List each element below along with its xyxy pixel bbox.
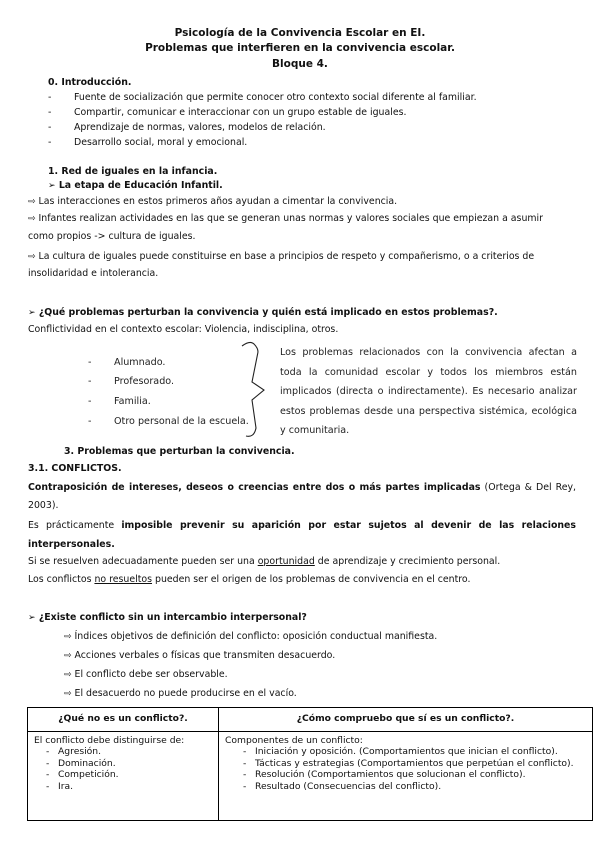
section3-heading: 3. Problemas que perturban la convivencia. xyxy=(64,446,295,457)
cell-list xyxy=(34,746,212,792)
hollow-arrow-icon: ⇨ xyxy=(28,214,36,224)
dash-bullet: - xyxy=(48,122,52,133)
conflict-paragraph: Los conflictos no resueltos pueden ser el origen de los problemas de convivencia en el centro. xyxy=(28,574,471,585)
conflictivity-line: Conflictividad en el contexto escolar: Violencia, indisciplina, otros. xyxy=(28,324,339,335)
question2: ➢ ¿Existe conflicto sin un intercambio interpersonal? xyxy=(28,612,307,623)
list-item: - Ira. xyxy=(46,780,74,792)
conflict-definition: Contraposición de intereses, deseos o creencias entre dos o más partes implicadas (Ortega & Del Rey, 2003). xyxy=(28,482,577,511)
intro-item: - Aprendizaje de normas, valores, modelos de relación. xyxy=(48,122,326,133)
hollow-arrow-icon: ⇨ xyxy=(28,197,36,207)
actor-item: - Otro personal de la escuela. xyxy=(88,416,249,427)
section1-heading: 1. Red de iguales en la infancia. xyxy=(48,166,218,177)
doc-title-line3: Bloque 4. xyxy=(272,58,328,70)
table-header-cell: ¿Qué no es un conflicto?. xyxy=(28,708,219,732)
intro-heading: 0. Introducción. xyxy=(48,77,132,88)
conflict-paragraph: Si se resuelven adecuadamente pueden ser una oportunidad de aprendizaje y crecimiento personal. xyxy=(28,556,501,567)
table-row xyxy=(28,731,593,820)
arrow-bullet-icon: ➢ xyxy=(48,181,56,191)
dash-bullet: - xyxy=(88,396,92,407)
list-item: - Dominación. xyxy=(46,757,116,769)
brace-icon xyxy=(240,338,272,442)
actor-item: - Profesorado. xyxy=(88,376,175,387)
intro-item: - Fuente de socialización que permite conocer otro contexto social diferente al familiar. xyxy=(48,92,477,103)
list-item: - Tácticas y estrategias (Comportamientos que perpetúan el conflicto). xyxy=(243,757,574,769)
section1-bullet: ⇨ Las interacciones en estos primeros años ayudan a cimentar la convivencia. xyxy=(28,196,398,207)
list-item: - Resolución (Comportamientos que solucionan el conflicto). xyxy=(243,769,526,780)
list-item: - Competición. xyxy=(46,769,119,780)
section1-bullet-cont: insolidaridad e intolerancia. xyxy=(28,268,159,279)
dash-bullet: - xyxy=(46,757,50,769)
dash-bullet: - xyxy=(48,137,52,148)
arrow-bullet-icon: ➢ xyxy=(28,613,36,623)
dash-bullet: - xyxy=(48,107,52,118)
section3-sub: 3.1. CONFLICTOS. xyxy=(28,463,122,474)
question1: ➢ ¿Qué problemas perturban la convivencia y quién está implicado en estos problemas?. xyxy=(28,307,498,318)
actors-note: Los problemas relacionados con la convivencia afectan a toda la comunidad escolar y todos los miembros están implicados (directa o indirectamente). Es necesario analizar estos problemas desde una perspectiva sistémica, ecológica y comunitaria. xyxy=(280,347,577,436)
actor-item: - Alumnado. xyxy=(88,357,166,368)
cell-list xyxy=(225,746,586,792)
dash-bullet: - xyxy=(46,746,50,757)
section1-bullet-cont: como propios -> cultura de iguales. xyxy=(28,231,196,242)
hollow-arrow-icon: ⇨ xyxy=(28,252,36,262)
hollow-arrow-icon: ⇨ xyxy=(64,670,72,680)
hollow-arrow-icon: ⇨ xyxy=(64,651,72,661)
section1-subheading: ➢ La etapa de Educación Infantil. xyxy=(48,180,223,191)
dash-bullet: - xyxy=(46,780,50,792)
doc-title-line1: Psicología de la Convivencia Escolar en EI. xyxy=(174,27,426,39)
table-cell xyxy=(219,731,593,820)
cell-intro: El conflicto debe distinguirse de: xyxy=(34,734,185,746)
hollow-arrow-icon: ⇨ xyxy=(64,689,72,699)
intro-item: - Compartir, comunicar e interaccionar con un grupo estable de iguales. xyxy=(48,107,407,118)
dash-bullet: - xyxy=(88,357,92,368)
dash-bullet: - xyxy=(243,780,247,792)
list-item: - Agresión. xyxy=(46,746,102,757)
dash-bullet: - xyxy=(88,416,92,427)
question2-item: ⇨ Índices objetivos de definición del conflicto: oposición conductual manifiesta. xyxy=(64,631,438,642)
question2-item: ⇨ El conflicto debe ser observable. xyxy=(64,669,228,680)
dash-bullet: - xyxy=(243,769,247,780)
dash-bullet: - xyxy=(243,746,247,757)
conflict-table xyxy=(27,707,593,821)
section1-bullet: ⇨ Infantes realizan actividades en las que se generan unas normas y valores sociales que empiezan a asumir xyxy=(28,213,543,224)
section1-bullet: ⇨ La cultura de iguales puede constituirse en base a principios de respeto y compañerismo, o a criterios de xyxy=(28,251,535,262)
actor-item: - Familia. xyxy=(88,396,151,407)
dash-bullet: - xyxy=(88,376,92,387)
list-item: - Iniciación y oposición. (Comportamientos que inician el conflicto). xyxy=(243,746,558,757)
table-header-row xyxy=(28,708,593,732)
arrow-bullet-icon: ➢ xyxy=(28,308,36,318)
table-header-cell: ¿Cómo compruebo que sí es un conflicto?. xyxy=(219,708,593,732)
table-cell xyxy=(28,731,219,820)
dash-bullet: - xyxy=(243,757,247,769)
dash-bullet: - xyxy=(46,769,50,780)
cell-intro: Componentes de un conflicto: xyxy=(225,734,363,746)
list-item: - Resultado (Consecuencias del conflicto). xyxy=(243,780,442,792)
intro-item: - Desarrollo social, moral y emocional. xyxy=(48,137,248,148)
doc-title-line2: Problemas que interfieren en la convivencia escolar. xyxy=(145,42,455,54)
conflict-paragraph: Es prácticamente imposible prevenir su aparición por estar sujetos al devenir de las relaciones interpersonales. xyxy=(28,520,576,550)
question2-item: ⇨ El desacuerdo no puede producirse en el vacío. xyxy=(64,688,297,699)
dash-bullet: - xyxy=(48,92,52,103)
question2-item: ⇨ Acciones verbales o físicas que transmiten desacuerdo. xyxy=(64,650,336,661)
hollow-arrow-icon: ⇨ xyxy=(64,632,72,642)
